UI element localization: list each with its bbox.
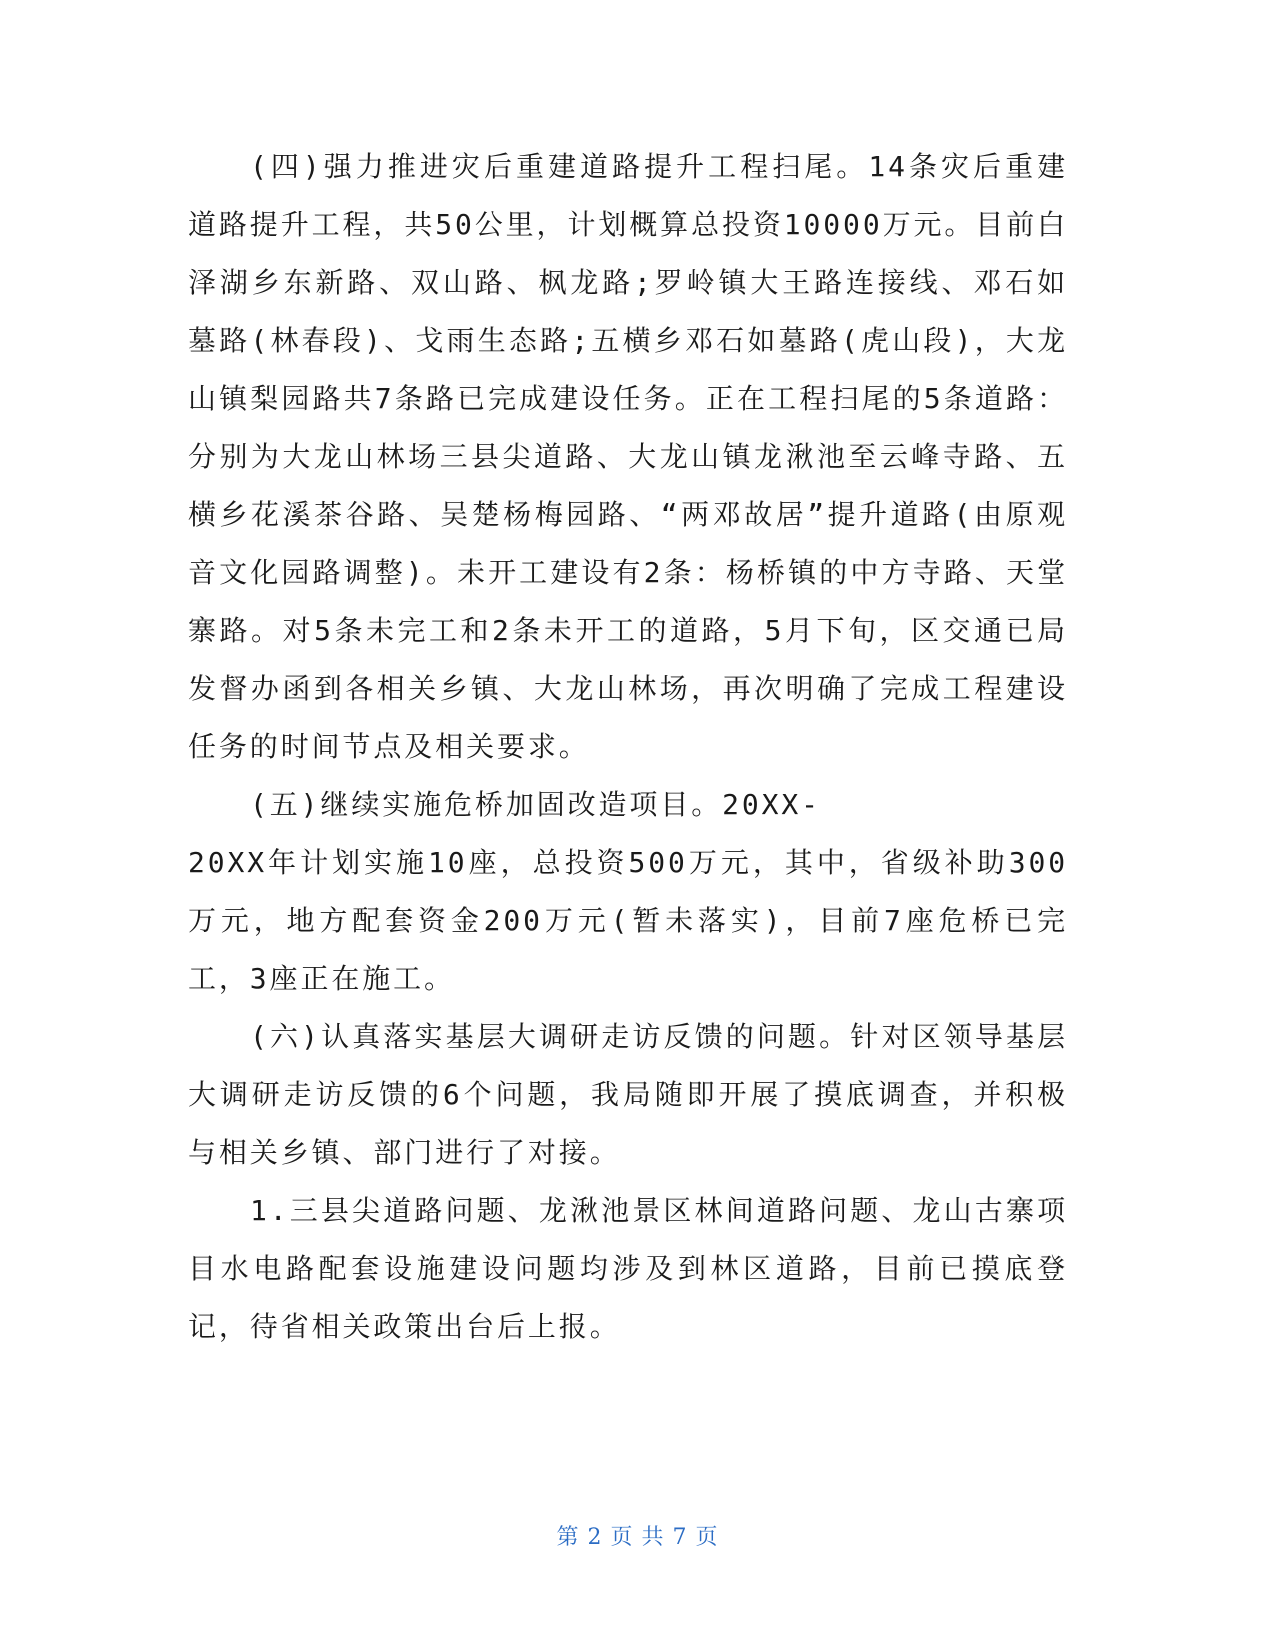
footer-suffix: 页 — [695, 1525, 719, 1550]
paragraph-survey-feedback: (六)认真落实基层大调研走访反馈的问题。针对区领导基层大调研走访反馈的6个问题，我局随即开展了摸底调查，并积极与相关乡镇、部门进行了对接。 — [188, 1020, 1068, 1169]
page-footer — [0, 1520, 1275, 1551]
footer-total-pages: 7 — [672, 1525, 688, 1550]
footer-total-word: 共 — [641, 1525, 665, 1550]
document-body — [188, 138, 1068, 1356]
paragraph-road-rebuild: (四)强力推进灾后重建道路提升工程扫尾。14条灾后重建道路提升工程，共50公里，计划概算总投资10000万元。目前白泽湖乡东新路、双山路、枫龙路;罗岭镇大王路连接线、邓石如墓路(林春段)、戈雨生态路;五横乡邓石如墓路(虎山段)，大龙山镇梨园路共7条路已完成建设任务。正在工程扫尾的5条道路：分别为大龙山林场三县尖道路、大龙山镇龙湫池至云峰寺路、五横乡花溪茶谷路、吴楚杨梅园路、“两邓故居”提升道路(由原观音文化园路调整)。未开工建设有2条：杨桥镇的中方寺路、天堂寨路。对5条未完工和2条未开工的道路，5月下旬，区交通已局发督办函到各相关乡镇、大龙山林场，再次明确了完成工程建设任务的时间节点及相关要求。 — [188, 150, 1068, 763]
paragraph-bridge-project-heading: (五)继续实施危桥加固改造项目。20XX- — [250, 788, 821, 821]
paragraph-forest-roads: 1.三县尖道路问题、龙湫池景区林间道路问题、龙山古寨项目水电路配套设施建设问题均涉及到林区道路，目前已摸底登记，待省相关政策出台后上报。 — [188, 1194, 1068, 1343]
footer-prefix: 第 — [556, 1525, 580, 1550]
paragraph-bridge-project-detail: 20XX年计划实施10座，总投资500万元，其中，省级补助300万元，地方配套资金200万元(暂未落实)，目前7座危桥已完工，3座正在施工。 — [188, 846, 1068, 995]
footer-current-page: 2 — [587, 1525, 603, 1550]
footer-page-word: 页 — [610, 1525, 634, 1550]
